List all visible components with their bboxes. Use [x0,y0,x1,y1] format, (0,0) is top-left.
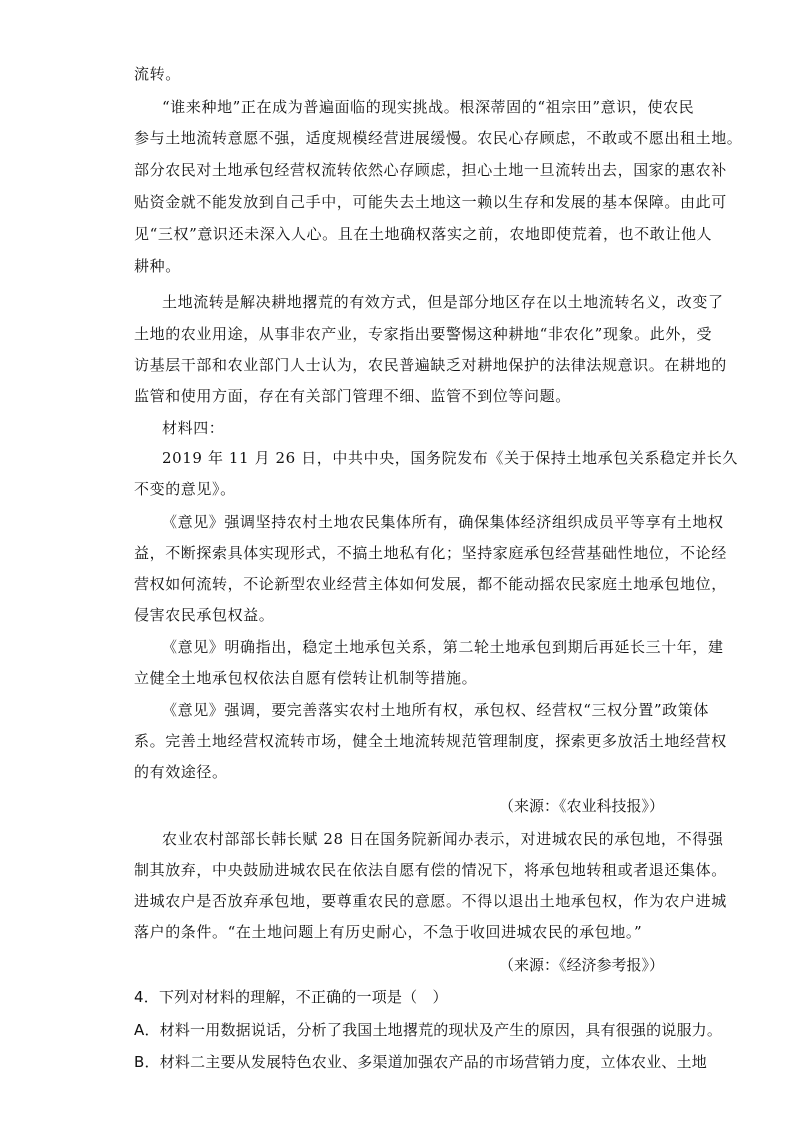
paragraph-line: 《意见》明确指出，稳定土地承包关系，第二轮土地承包到期后再延长三十年，建 [162,638,724,656]
paragraph-line: 《意见》强调坚持农村土地农民集体所有，确保集体经济组织成员平等享有土地权 [162,513,724,531]
paragraph-line: 的有效途径。 [134,763,228,781]
paragraph-line: 营权如何流转，不论新型农业经营主体如何发展，都不能动摇农民家庭土地承包地位， [134,575,727,593]
source-citation: （来源：《经济参考报》） [498,956,664,974]
paragraph-line: 益，不断探索具体实现形式，不搞土地私有化；坚持家庭承包经营基础性地位，不论经 [134,544,727,562]
material-heading: 材料四： [162,419,225,437]
paragraph-line: 参与土地流转意愿不强，适度规模经营进展缓慢。农民心存顾虑，不敢或不愿出租土地。 [134,129,743,147]
paragraph-line: 落户的条件。“在土地问题上有历史耐心，不急于收回进城农民的承包地。” [134,923,643,941]
paragraph-line: 农业农村部部长韩长赋 28 日在国务院新闻办表示，对进城农民的承包地，不得强 [162,830,724,848]
paragraph-line: 见“三权”意识还未深入人心。且在土地确权落实之前，农地即使荒着，也不敢让他人 [134,225,713,243]
paragraph-line: 制其放弃，中央鼓励进城农民在依法自愿有偿的情况下，将承包地转租或者退还集体。 [134,861,727,879]
paragraph-line: 贴资金就不能发放到自己手中，可能失去土地这一赖以生存和发展的基本保障。由此可 [134,193,727,211]
option-b: B．材料二主要从发展特色农业、多渠道加强农产品的市场营销力度，立体农业、土地 [134,1053,707,1071]
paragraph-line: “谁来种地”正在成为普遍面临的现实挑战。根深蒂固的“祖宗田”意识，使农民 [162,98,695,116]
paragraph-line: 耕种。 [134,257,181,275]
paragraph-line: 进城农户是否放弃承包地，要尊重农民的意愿。不得以退出土地承包权，作为农户进城 [134,892,727,910]
paragraph-line: 流转。 [134,65,181,83]
source-citation: （来源：《农业科技报》） [498,797,664,815]
question-stem: 4．下列对材料的理解，不正确的一项是（ ） [134,988,448,1006]
paragraph-line: 不变的意见》。 [134,480,236,498]
paragraph-line: 部分农民对土地承包经营权流转依然心存顾虑，担心土地一旦流转出去，国家的惠农补 [134,161,727,179]
option-a: A．材料一用数据说话，分析了我国土地撂荒的现状及产生的原因，具有很强的说服力。 [134,1021,723,1039]
paragraph-line: 侵害农民承包权益。 [134,606,275,624]
paragraph-line: 监管和使用方面，存在有关部门管理不细、监管不到位等问题。 [134,387,571,405]
paragraph-line: 土地流转是解决耕地撂荒的有效方式，但是部分地区存在以土地流转名义，改变了 [162,293,724,311]
paragraph-line: 《意见》强调，要完善落实农村土地所有权，承包权、经营权“三权分置”政策体 [162,701,709,719]
paragraph-line: 立健全土地承包权依法自愿有偿转让机制等措施。 [134,669,478,687]
paragraph-line: 土地的农业用途，从事非农产业，专家指出要警惕这种耕地“非农化”现象。此外，受 [134,325,713,343]
paragraph-line: 系。完善土地经营权流转市场，健全土地流转规范管理制度，探索更多放活土地经营权 [134,732,727,750]
paragraph-line: 2019 年 11 月 26 日，中共中央，国务院发布《关于保持土地承包关系稳定并长久 [162,449,738,467]
paragraph-line: 访基层干部和农业部门人士认为，农民普遍缺乏对耕地保护的法律法规意识。在耕地的 [134,356,727,374]
